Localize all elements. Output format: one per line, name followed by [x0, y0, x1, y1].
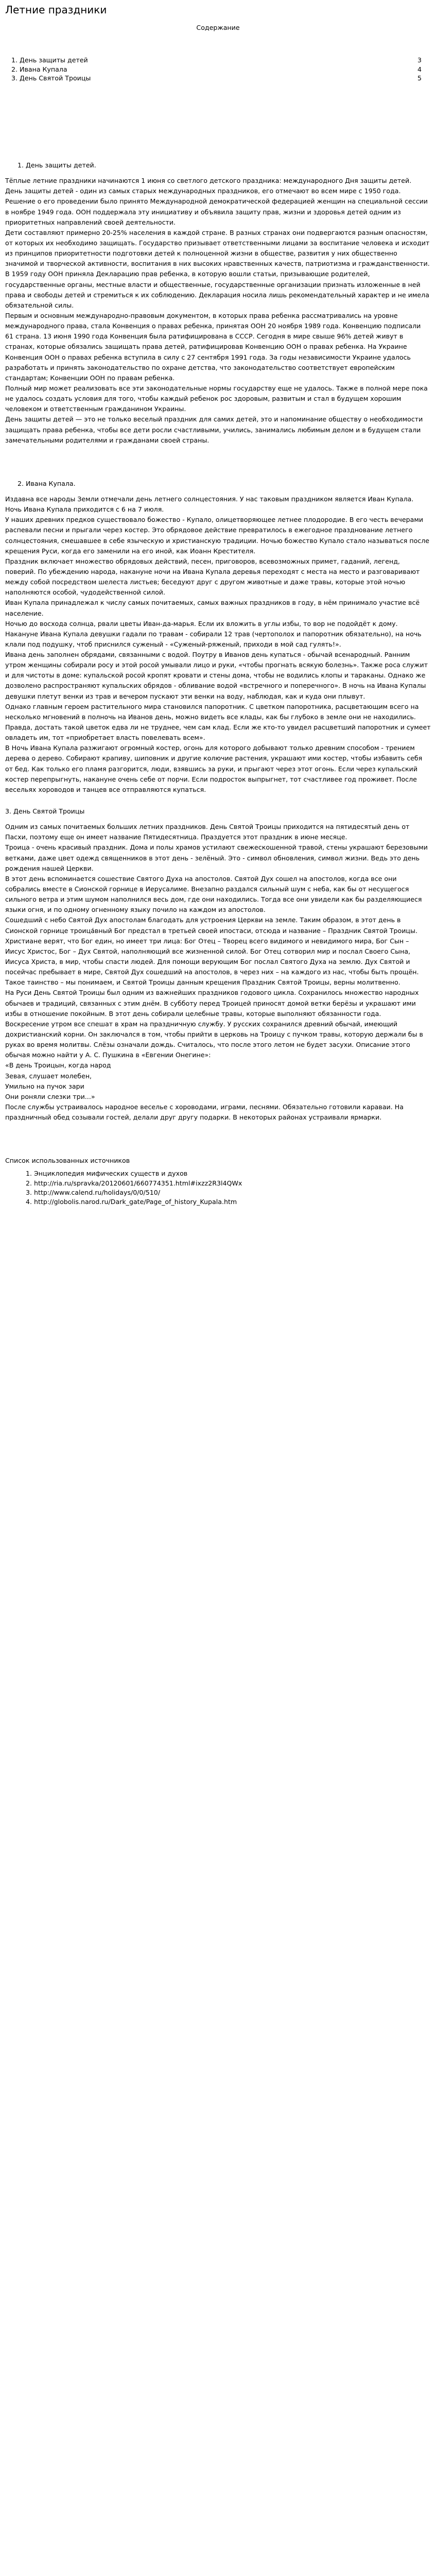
poem-line: Умильно на пучок зари — [5, 1082, 84, 1090]
document-page — [0, 3, 436, 1227]
paragraph: Праздник включает множество обрядовых действий, песен, приговоров, всевозможных примет, гаданий, легенд, поверий. По убеждению народа, накануне ночи на Ивана Купала деревья переходят с места на место и разговаривают между собой посредством шелеста листьев; беседуют друг с другом животные и даже травы, которые этой ночью наполняются особой, чудодейственной силой. — [5, 557, 420, 597]
toc-item-label: 3. День Святой Троицы — [11, 74, 91, 82]
toc-item[interactable] — [11, 74, 422, 83]
source-item-link[interactable]: 3. http://www.calend.ru/holidays/0/0/510/ — [26, 1188, 161, 1196]
paragraph: После службы устраивалось народное веселье с хороводами, играми, песнями. Обязательно готовили караваи. На праздничный обед созывали гостей, делали друг другу подарки. В некоторых районах устраивали ярмарки. — [5, 1103, 404, 1122]
paragraph: Сошедший с небо Святой Дух апостолам благодать для устроения Церкви на земле. Таким образом, в этот день в Сионской горнице троица́вный Бог предстал в третьей своей ипостаси, отсюда и название – Праздник Святой Троицы. Христиане верят, что Бог един, но имеет три лица: Бог Отец – Творец всего видимого и невидимого мира, Бог Сын – Иисус Христос, Бог – Дух Святой, наполняющий все жизненной силой. Бог Отец сотворил мир и послал Своего Сына, Иисуса Христа, в мир, чтобы спасти людей. Для помощи верующим Бог послал Святого Духа на землю. Дух Святой и посейчас пребывает в мире, Святой Дух сошедший на апостолов, в через них – на каждого из нас, чтобы быть прощён. Такое таинство – мы понимаем, и Святой Троицы данным крещения Праздник Святой Троицы, верны молитвенно. — [5, 916, 419, 987]
paragraph: У наших древних предков существовало божество - Купало, олицетворяющее летнее плодородие. В его честь вечерами распевали песни и прыгали через костер. Это обрядовое действие превратилось в ежегодное празднование летнего солнцестояния, смешавшее в себе языческую и христианскую традиции. Ночью божество Купало стало называться после крещения Руси, когда его заменили на его иной, как Иоанн Крестителя. — [5, 516, 430, 555]
poem-line: Зевая, слушает молебен, — [5, 1072, 92, 1080]
source-item: 1. Энциклопедия мифических существ и духов — [26, 1170, 188, 1178]
paragraph: Дети составляют примерно 20-25% населения в каждой стране. В разных странах они подвергаются разным опасностям, от которых их необходимо защищать. Государство призывает ответственными лицами за воспитание человека и исходит из принципов приоритетности подготовки детей к полноценной жизни в обществе, развития у них общественно значимой и творческой активности, воспитания в них высоких нравственных качеств, патриотизма и гражданственности. — [5, 228, 430, 268]
paragraph: Ночью до восхода солнца, рвали цветы Иван-да-марья. Если их вложить в углы избы, то вор не подойдёт к дому. Накануне Ивана Купала девушки гадали по травам - собирали 12 трав (чертополох и папоротник обязательно), на ночь клали под подушку, чтоб приснился суженый - «Суженый-ряженый, приходи в мой сад гулять!». — [5, 619, 422, 648]
toc-item-page: 5 — [417, 74, 422, 82]
paragraph: Троица - очень красивый праздник. Дома и полы храмов устилают свежескошенной травой, стены украшают березовыми ветками, даже цвет одежд священников в этот день - зелёный. Это - символ обновления, символ жизни. Ведь это день рождения нашей Церкви. — [5, 843, 428, 872]
toc-item[interactable] — [11, 65, 422, 74]
source-item-link[interactable]: 4. http://globolis.narod.ru/Dark_gate/Page_of_history_Kupala.htm — [26, 1198, 237, 1206]
toc-heading: Содержание — [196, 24, 240, 31]
paragraph: Тёплые летние праздники начинаются 1 июня со светлого детского праздника: международного Дня защиты детей. — [5, 177, 412, 185]
toc-item-page: 4 — [417, 65, 422, 73]
source-item-link[interactable]: 2. http://ria.ru/spravka/20120601/660774351.html#ixzz2R3l4QWx — [26, 1179, 242, 1187]
paragraph: Воскресение утром все спешат в храм на праздничную службу. У русских сохранился древний обычай, имеющий дохристианский корни. Он заключался в том, чтобы прийти в церковь на Троицу с пучком травы, которую держали бы в руках во время молитвы. Слёзы означали дождь. Считалось, что после этого летом не будет засухи. Описание этого обычая можно найти у А. С. Пушкина в «Евгении Онегине»: — [5, 1020, 423, 1059]
paragraph: Ивана день заполнен обрядами, связанными с водой. Поутру в Иванов день купаться - обычай всенародный. Ранним утром женщины собирали росу и этой росой умывали лицо и руки, «чтобы прогнать всякую болезнь». Также роса служит и для чистоты в доме: купальской росой кропят кровати и стены дома, чтобы не водились клопы и тараканы. Однако же дозволено распространяют купальских обрядов - обливание водой «встречного и поперечного». В ночь на Ивана Купалы девушки плетут венки из трав и вечером пускают эти венки на воду, наблюдая, как и куда они плывут. — [5, 651, 428, 700]
toc-item-label: 1. День защиты детей — [11, 56, 88, 64]
paragraph: День защиты детей - один из самых старых международных праздников, его отмечают во всем мире с 1950 года. Решение о его проведении было принято Международной демократической федерацией женщин на специальной сессии в ноябре 1949 года. ООН поддержала эту инициативу и объявила защиту прав, жизни и здоровья детей одним из приоритетных направлений своей деятельности. — [5, 187, 428, 226]
paragraph: На Руси День Святой Троицы был одним из важнейших праздников годового цикла. Сохранилось множество народных обычаев и традиций, связанных с этим днём. В субботу перед Троицей приносят домой ветки берёзы и украшают ими избы в отношение покойным. В этот день собирали целебные травы, которые выполняют обязанности года. — [5, 989, 419, 1018]
poem-line: «В день Троицын, когда народ — [5, 1061, 111, 1070]
paragraph: Однако главным героем растительного мира становился папоротник. С цветком папоротника, расцветающим всего на несколько мгновений в полночь на Иванов день, можно видеть все клады, как бы глубоко в земле они не находились. Правда, достать такой цветок едва ли не труднее, чем сам клад. Если же кто-то увидел расцветший папоротник и сумеет овладеть им, тот «приобретает власть повелевать всем». — [5, 702, 431, 742]
paragraph: Одним из самых почитаемых больших летних праздников. День Святой Троицы приходится на пятидесятый день от Пасхи, поэтому еще он имеет название Пятидесятница. Праздуется этот праздник в июне месяце. — [5, 823, 410, 841]
table-of-contents — [5, 56, 431, 83]
paragraph: Издавна все народы Земли отмечали день летнего солнцестояния. У нас таковым праздником является Иван Купала. Ночь Ивана Купала приходится с 6 на 7 июля. — [5, 495, 414, 514]
poem-quote — [5, 1060, 431, 1102]
section-title-childrens-day: 1. День защиты детей. — [18, 161, 96, 170]
section-title-trinity-day: 3. День Святой Троицы — [5, 807, 85, 816]
paragraph: День защиты детей — это не только веселый праздник для самих детей, это и напоминание обществу о необходимости защищать права ребенка, чтобы все дети росли счастливыми, учились, занимались любимым делом и в будущем стали замечательными родителями и гражданами своей страны. — [5, 415, 423, 444]
toc-item-page: 3 — [417, 56, 422, 64]
toc-item[interactable] — [11, 56, 422, 65]
paragraph: Первым и основным международно-правовым документом, в которых права ребенка рассматривались на уровне международного права, стала Конвенция о правах ребенка, принятая ООН 20 ноября 1989 года. Конвенцию подписали 61 страна. 13 июня 1990 года Конвенция была ратифицирована в СССР. Сегодня в мире свыше 96% детей живут в странах, которые обязались защищать права детей, ратифицировав Конвенцию ООН о правах ребенка. На Украине Конвенция ООН о правах ребенка вступила в силу с 27 сентября 1991 года. За годы независимости Украине удалось разработать и принять законодательство по охране детства, что законодательство соответствует европейским стандартам; Конвенции ООН по правам ребенка. — [5, 311, 421, 382]
sources-list — [5, 1169, 431, 1207]
toc-item-label: 2. Ивана Купала — [11, 65, 67, 73]
paragraph: В этот день вспоминается сошествие Святого Духа на апостолов. Святой Дух сошел на апостолов, когда все они собрались вместе в Сионской горнице в Иерусалиме. Внезапно раздался сильный шум с неба, как бы от несущегося сильного ветра и этим шумом наполнился весь дом, где они находились. Тогда все они увидели как бы разделяющиеся языки огня, и по одному огненному языку почило на каждом из апостолов. — [5, 874, 422, 914]
paragraph: Полный мир может реализовать все эти законодательные нормы государству еще не удалось. Также в полной мере пока не удалось создать условия для того, чтобы каждый ребенок рос здоровым, развитым и стал в будущем хорошим человеком и ответственным гражданином Украины. — [5, 384, 428, 413]
poem-line: Они роняли слезки три...» — [5, 1092, 95, 1100]
paragraph: Иван Купала принадлежал к числу самых почитаемых, самых важных праздников в году, в нём принимало участие всё население. — [5, 599, 420, 617]
section-title-ivan-kupala: 2. Ивана Купала. — [18, 479, 76, 487]
sources-title: Список использованных источников — [5, 1157, 130, 1165]
document-title: Летние праздники — [5, 4, 107, 16]
paragraph: В Ночь Ивана Купала разжигают огромный костер, огонь для которого добывают только древним способом - трением дерева о дерево. Собирают крапиву, шиповник и другие колючие растения, украшают ими костер, чтобы избавить себя от бед. Как только его пламя разгорится, люди, взявшись за руки, и прыгают через этот огонь. Если через купальский костер перепрыгнуть, накануне очень себе от порчи. Если подросток выпрыгнет, тот счастливее год проживет. После весельях хороводов и танцев все отправляются купаться. — [5, 744, 423, 793]
paragraph: В 1959 году ООН приняла Декларацию прав ребенка, в которую вошли статьи, призывающие родителей, государственные органы, местные власти и общественные, государственные организации признать изложенные в ней права и свободы детей и стремиться к их соблюдению. Декларация носила лишь рекомендательный характер и не имела обязательной силы. — [5, 270, 429, 309]
